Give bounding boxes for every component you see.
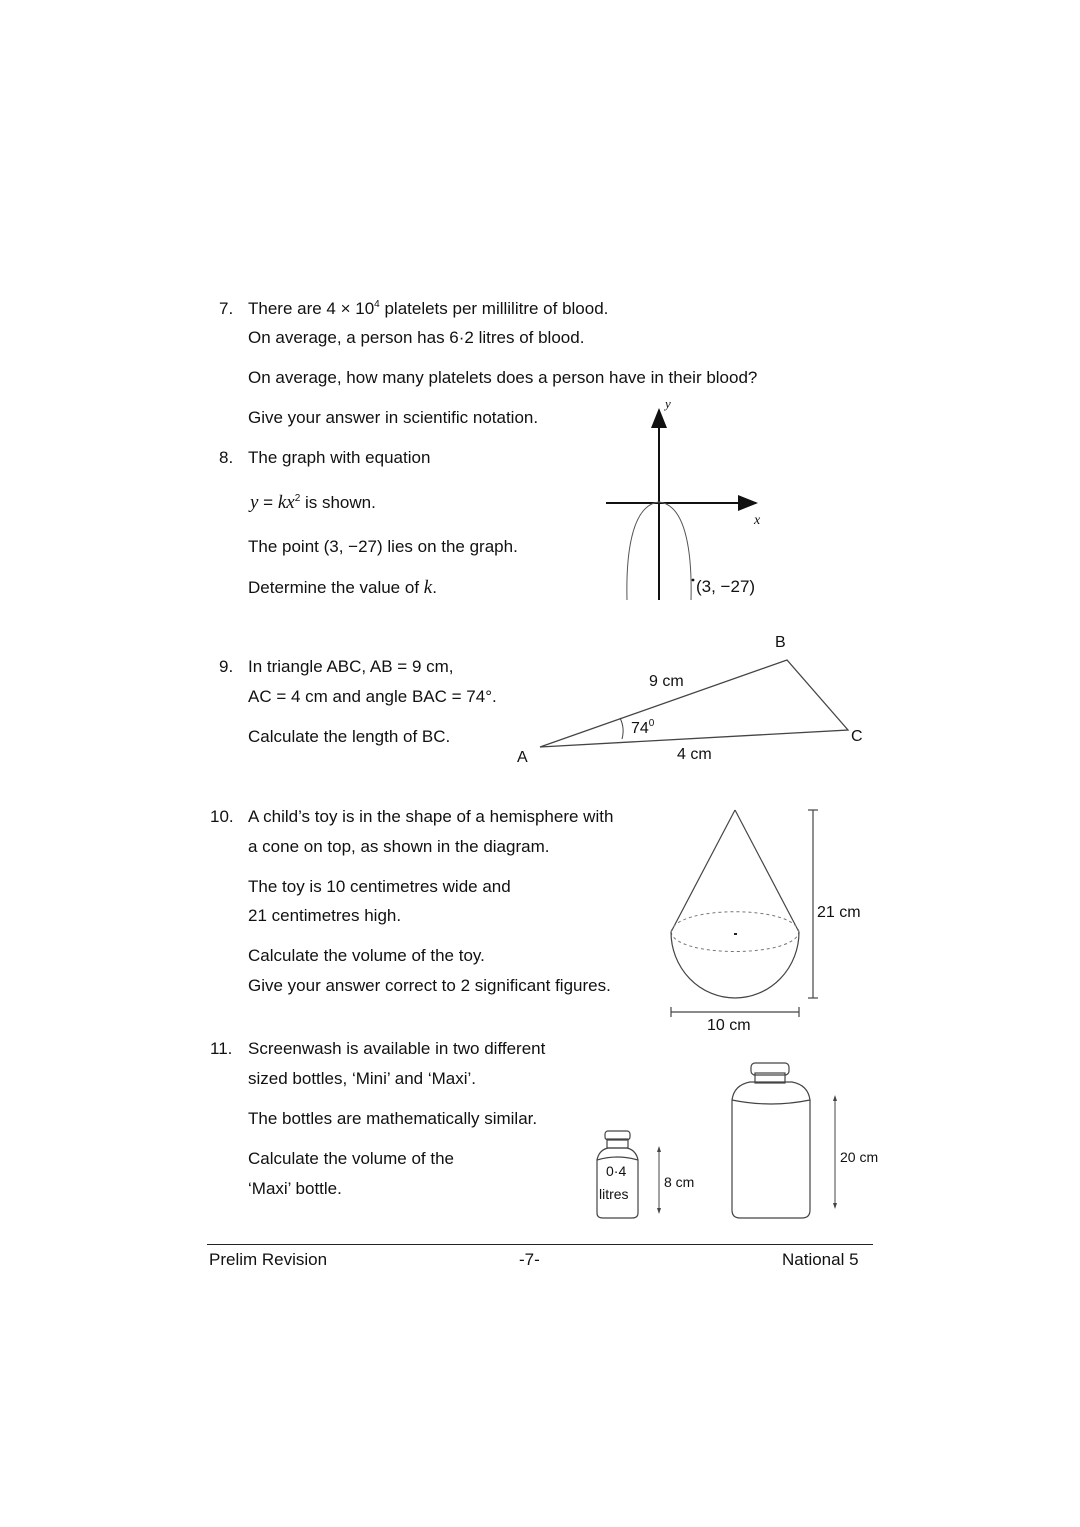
- q9-angle-arc: [620, 718, 623, 739]
- q10-line2: a cone on top, as shown in the diagram.: [248, 837, 550, 856]
- q10-number: 10.: [210, 807, 234, 826]
- q9-line2: AC = 4 cm and angle BAC = 74°.: [248, 687, 497, 706]
- q7-line2: On average, a person has 6·2 litres of blood.: [248, 328, 585, 347]
- q11-mini-unit: litres: [599, 1186, 629, 1202]
- q9-angle-degree: 0: [648, 718, 655, 729]
- q9-line1: In triangle ABC, AB = 9 cm,: [248, 657, 454, 676]
- q11-mini-body: [597, 1157, 638, 1218]
- q9-triangle: [540, 660, 848, 747]
- q9-side-ab: 9 cm: [649, 673, 684, 690]
- q9-side-ac: 4 cm: [677, 746, 712, 763]
- q10-line3: The toy is 10 centimetres wide and: [248, 877, 511, 896]
- q8-eq-kx: kx: [277, 492, 295, 513]
- q9-triangle-shape: [540, 660, 848, 747]
- q10-hemisphere: [671, 932, 799, 998]
- q8-point-marker: [692, 579, 695, 582]
- q8-eq-exponent: 2: [294, 493, 301, 504]
- q8-line4-b: .: [432, 578, 437, 597]
- q10-line5: Calculate the volume of the toy.: [248, 946, 485, 965]
- q8-number: 8.: [219, 448, 234, 467]
- q7-line4: Give your answer in scientific notation.: [248, 408, 539, 427]
- q11-line2: sized bottles, ‘Mini’ and ‘Maxi’.: [248, 1069, 477, 1088]
- q11-line5: ‘Maxi’ bottle.: [248, 1179, 342, 1198]
- q10-cone-right: [735, 810, 799, 932]
- q7-line1-a: There are 4 × 10: [248, 299, 375, 318]
- q11-maxi-height: 20 cm: [840, 1149, 879, 1165]
- q7-exponent: 4: [374, 299, 380, 310]
- footer-page-number: -7-: [519, 1250, 540, 1269]
- q8-line3: The point (3, −27) lies on the graph.: [248, 537, 518, 556]
- footer-rule: [207, 1244, 873, 1245]
- q10-line4: 21 centimetres high.: [248, 906, 402, 925]
- q10-toy: [671, 810, 818, 1017]
- q11-mini-height-arrow-bottom: [657, 1208, 661, 1214]
- q8-graph: [606, 410, 756, 600]
- q10-line1: A child’s toy is in the shape of a hemisphere with: [248, 807, 614, 826]
- q9-vertex-c: C: [851, 728, 863, 745]
- q8-line1: The graph with equation: [248, 448, 431, 467]
- q11-line4: Calculate the volume of the: [248, 1149, 455, 1168]
- q11-mini-height: 8 cm: [664, 1174, 695, 1190]
- q10-cone-left: [671, 810, 735, 932]
- q9-number: 9.: [219, 657, 234, 676]
- q8-line4-a: Determine the value of: [248, 578, 424, 597]
- footer-right: National 5: [782, 1250, 859, 1269]
- q10-ellipse-top: [671, 912, 799, 932]
- footer-left: Prelim Revision: [209, 1250, 328, 1269]
- q9-vertex-a: A: [517, 749, 528, 766]
- q9-line3: Calculate the length of BC.: [248, 727, 451, 746]
- q7-number: 7.: [219, 299, 234, 318]
- q8-eq-tail: is shown.: [300, 493, 376, 512]
- q11-maxi-bottle: [732, 1063, 837, 1218]
- q11-number: 11.: [210, 1039, 233, 1058]
- q11-maxi-height-arrow-bottom: [833, 1203, 837, 1209]
- q8-point-label: (3, −27): [696, 577, 756, 596]
- q8-axis-x-label: x: [754, 513, 761, 528]
- q9-vertex-b: B: [775, 634, 786, 651]
- q11-mini-height-arrow-top: [657, 1146, 661, 1152]
- q11-mini-bottle: [597, 1131, 661, 1218]
- q8-eq-y: y: [250, 492, 259, 513]
- q11-mini-volume: 0·4: [606, 1163, 627, 1179]
- q7-line1-b: platelets per millilitre of blood.: [379, 299, 609, 318]
- q10-width-label: 10 cm: [707, 1017, 751, 1034]
- q11-line1: Screenwash is available in two different: [248, 1039, 546, 1058]
- q8-eq-equals: =: [258, 493, 278, 512]
- q11-line3: The bottles are mathematically similar.: [248, 1109, 538, 1128]
- q11-maxi-body: [732, 1100, 810, 1218]
- q7-line3: On average, how many platelets does a person have in their blood?: [248, 368, 758, 387]
- q11-maxi-shoulder: [732, 1082, 810, 1104]
- q10-height-label: 21 cm: [817, 904, 861, 921]
- q11-maxi-height-arrow-top: [833, 1095, 837, 1101]
- q10-line6: Give your answer correct to 2 significant figures.: [248, 976, 611, 995]
- q8-line4-k: k: [423, 577, 433, 598]
- q8-axis-y-label: y: [665, 396, 671, 411]
- q9-angle-value: 74: [631, 720, 649, 737]
